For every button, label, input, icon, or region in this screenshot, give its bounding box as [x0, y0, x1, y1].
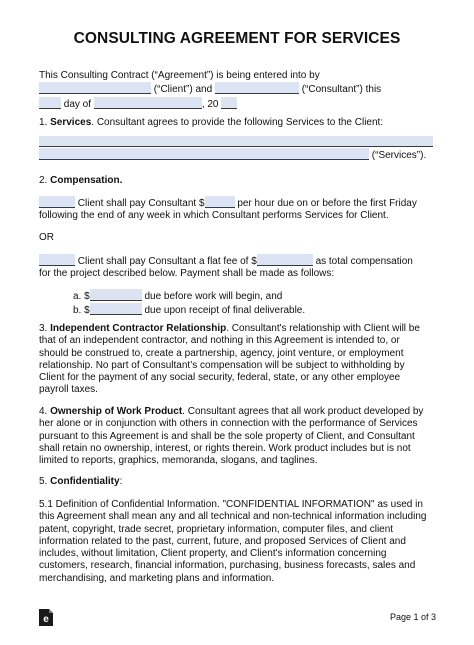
- flat-text-a: Client shall pay Consultant a flat fee of $: [77, 256, 257, 267]
- svg-text:e: e: [43, 614, 49, 625]
- ownership-number: 4.: [39, 406, 48, 417]
- contractor-line: should be construed to, create a partnership, agency, joint venture, or employment: [39, 347, 404, 359]
- hourly-rate-field[interactable]: [205, 196, 235, 208]
- flat-text-b: as total compensation: [315, 256, 413, 267]
- services-text: . Consultant agrees to provide the following Services to the Client:: [91, 117, 384, 128]
- confidentiality-definition: [39, 499, 439, 585]
- ownership-line: shall retain no ownership, interest, or rights therein. Work product includes but is not: [39, 442, 411, 454]
- flat-fee-option: [39, 254, 439, 281]
- ownership-section: [39, 406, 439, 467]
- confidentiality-heading: Confidentiality: [50, 476, 120, 487]
- ownership-line: pursuant to this Agreement is and shall be the sole property of Client, and Consultant: [39, 430, 415, 442]
- services-section: [39, 117, 439, 163]
- client-label: (“Client”) and: [153, 84, 213, 96]
- year-label: , 20: [201, 98, 219, 110]
- services-tail: (“Services”).: [371, 150, 427, 162]
- confidentiality-colon: :: [119, 476, 123, 487]
- ownership-line: her alone or in conjunction with others in connection with the performance of Services: [39, 418, 418, 430]
- hourly-option: [39, 196, 439, 223]
- payment-a-field[interactable]: [90, 289, 142, 301]
- contractor-line: . Consultant's relationship with Client will be: [226, 323, 420, 334]
- intro-text: This Consulting Contract (“Agreement”) is being entered into by: [39, 70, 320, 81]
- confidentiality-line: patent, copyright, trade secret, proprietary information, computer files, and client: [39, 523, 394, 535]
- services-number: 1.: [39, 117, 48, 128]
- compensation-number: 2.: [39, 175, 48, 186]
- page-number: Page 1 of 3: [389, 612, 436, 622]
- consultant-label: (“Consultant”) this: [301, 84, 382, 96]
- or-label: OR: [39, 232, 54, 243]
- payment-b-text: due upon receipt of final deliverable.: [144, 305, 306, 317]
- confidentiality-number: 5.: [39, 476, 48, 487]
- hourly-text-c: following the end of any week in which Consultant performs Services for Client.: [39, 210, 389, 222]
- services-line-2[interactable]: [39, 148, 369, 160]
- hourly-text-b: per hour due on or before the first Friday: [237, 198, 417, 209]
- flat-check-field[interactable]: [39, 254, 75, 266]
- consultant-name-field[interactable]: [215, 82, 299, 94]
- flat-fee-field[interactable]: [257, 254, 313, 266]
- eforms-logo-icon: [39, 609, 53, 626]
- confidentiality-heading-line: [39, 476, 439, 488]
- contractor-number: 3.: [39, 323, 48, 334]
- intro-paragraph: [39, 70, 439, 111]
- confidentiality-line: this Agreement shall mean any and all technical and non-technical information including: [39, 511, 427, 523]
- payment-b-label: b. $: [73, 305, 90, 317]
- payment-b-field[interactable]: [90, 303, 142, 315]
- services-line-1[interactable]: [39, 136, 433, 147]
- month-field[interactable]: [94, 97, 202, 109]
- contractor-heading: Independent Contractor Relationship: [50, 323, 227, 334]
- ownership-heading: Ownership of Work Product: [50, 406, 183, 417]
- confidentiality-line: information related to the past, current, future, and proposed Services of Client and: [39, 535, 406, 547]
- flat-text-c: for the project described below. Payment shall be made as follows:: [39, 268, 335, 280]
- document-title: CONSULTING AGREEMENT FOR SERVICES: [73, 30, 401, 47]
- hourly-text-a: Client shall pay Consultant $: [77, 198, 205, 209]
- contractor-line: relationship. No part of Consultant’s compensation will be subject to withholding by: [39, 359, 405, 371]
- services-heading: Services: [50, 117, 92, 128]
- confidentiality-line: customers, research, financial information, purchasing, business forecasts, sales and: [39, 560, 416, 572]
- day-of-label: day of: [63, 98, 92, 110]
- hourly-check-field[interactable]: [39, 196, 75, 208]
- confidentiality-line: 5.1 Definition of Confidential Information. "CONFIDENTIAL INFORMATION" as used in: [39, 499, 423, 510]
- contractor-line: that of an independent contractor, and nothing in this Agreement is intended to, or: [39, 335, 400, 347]
- year-field[interactable]: [221, 97, 237, 109]
- compensation-heading: Compensation.: [50, 175, 123, 186]
- day-field[interactable]: [39, 97, 61, 109]
- payment-a-text: due before work will begin, and: [144, 291, 283, 302]
- confidentiality-line: includes, without limitation, Client property, and Client's information concerning: [39, 548, 387, 560]
- ownership-line: limited to reports, graphics, memoranda, slogans, and taglines.: [39, 455, 318, 467]
- client-name-field[interactable]: [39, 82, 151, 94]
- contractor-line: Client for the payment of any social security, federal, state, or any other employee: [39, 372, 401, 384]
- payment-schedule: [39, 289, 439, 318]
- compensation-section: [39, 175, 439, 187]
- contractor-section: [39, 323, 439, 397]
- ownership-line: . Consultant agrees that all work product developed by: [182, 406, 424, 417]
- confidentiality-line: merchandising, and marketing plans and information.: [39, 572, 275, 584]
- contractor-line: payroll taxes.: [39, 384, 98, 396]
- payment-a-label: a. $: [73, 291, 90, 302]
